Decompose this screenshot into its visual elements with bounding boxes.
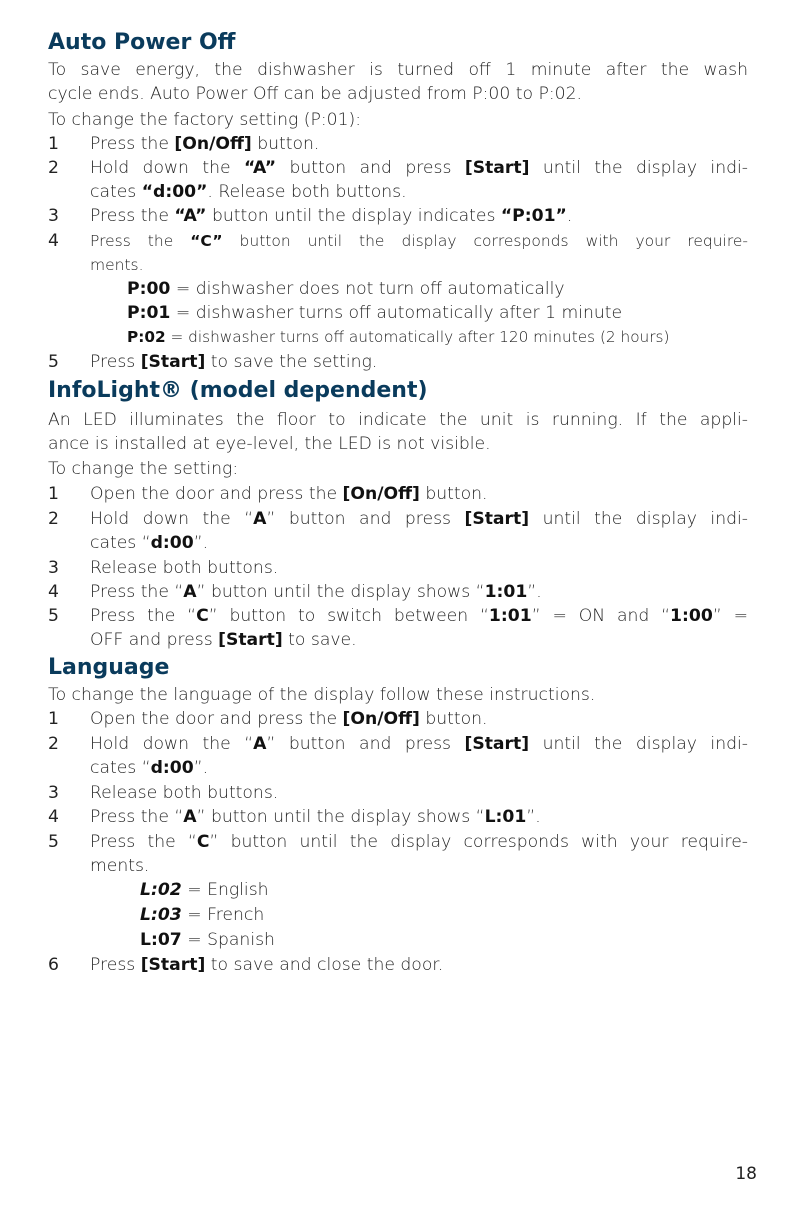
step-text: Press [Start] to save the setting.	[90, 352, 378, 372]
step-text-continued: ments.	[90, 256, 144, 274]
step-text: Press the “C” button until the display corresponds with your require-	[90, 832, 749, 852]
step-number: 4	[48, 582, 59, 602]
option-line: L:07 = Spanish	[140, 930, 275, 950]
step-text: Press the “A” button until the display indicates “P:01”.	[90, 206, 573, 226]
option-line: L:03 = French	[140, 905, 265, 925]
step-text: Press [Start] to save and close the door.	[90, 955, 444, 975]
step-number: 1	[48, 484, 59, 504]
step-text-continued: cates “d:00”. Release both buttons.	[90, 182, 407, 202]
step-text: Press the “A” button until the display shows “L:01”.	[90, 807, 541, 827]
infolight-intro-line2: ance is installed at eye-level, the LED is not visible.	[48, 434, 491, 454]
step-number: 3	[48, 558, 59, 578]
step-text: Press the “C” button until the display corresponds with your require-	[90, 232, 748, 250]
step-number: 6	[48, 955, 59, 975]
infolight-change-line: To change the setting:	[48, 459, 239, 479]
step-text: Press the “A” button until the display shows “1:01”.	[90, 582, 542, 602]
step-text: Open the door and press the [On/Off] button.	[90, 484, 488, 504]
auto-power-off-intro-line2: cycle ends. Auto Power Off can be adjusted from P:00 to P:02.	[48, 84, 582, 104]
step-text-continued: cates “d:00”.	[90, 758, 209, 778]
step-text: Hold down the “A” button and press [Start] until the display indi-	[90, 509, 748, 529]
step-number: 2	[48, 158, 59, 178]
step-text: Hold down the “A” button and press [Start] until the display indi-	[90, 158, 748, 178]
auto-power-off-change-line: To change the factory setting (P:01):	[48, 110, 362, 130]
step-number: 3	[48, 783, 59, 803]
step-text-continued: cates “d:00”.	[90, 533, 209, 553]
language-intro-line1: To change the language of the display follow these instructions.	[48, 685, 596, 705]
step-text-continued: ments.	[90, 856, 150, 876]
option-line: L:02 = English	[140, 880, 269, 900]
auto-power-off-heading: Auto Power Off	[48, 30, 236, 55]
step-number: 1	[48, 709, 59, 729]
step-text: Press the “C” button to switch between “1:01” = ON and “1:00” =	[90, 606, 748, 626]
option-line: P:00 = dishwasher does not turn off automatically	[127, 279, 565, 299]
step-text: Hold down the “A” button and press [Start] until the display indi-	[90, 734, 748, 754]
step-text: Open the door and press the [On/Off] button.	[90, 709, 488, 729]
step-number: 5	[48, 606, 59, 626]
infolight-heading: InfoLight® (model dependent)	[48, 378, 428, 403]
infolight-intro-line1: An LED illuminates the floor to indicate the unit is running. If the appli-	[48, 410, 748, 430]
step-number: 1	[48, 134, 59, 154]
step-number: 5	[48, 832, 59, 852]
step-text: Press the [On/Off] button.	[90, 134, 320, 154]
step-text-continued: OFF and press [Start] to save.	[90, 630, 357, 650]
page-number: 18	[735, 1164, 757, 1184]
auto-power-off-intro-line1: To save energy, the dishwasher is turned off 1 minute after the wash	[48, 60, 748, 80]
step-number: 2	[48, 734, 59, 754]
step-number: 2	[48, 509, 59, 529]
step-text: Release both buttons.	[90, 783, 279, 803]
language-heading: Language	[48, 655, 170, 680]
step-text: Release both buttons.	[90, 558, 279, 578]
step-number: 3	[48, 206, 59, 226]
step-number: 5	[48, 352, 59, 372]
option-line: P:02 = dishwasher turns off automatically after 120 minutes (2 hours)	[127, 328, 670, 346]
step-number: 4	[48, 807, 59, 827]
option-line: P:01 = dishwasher turns off automatically after 1 minute	[127, 303, 623, 323]
step-number: 4	[48, 231, 59, 251]
